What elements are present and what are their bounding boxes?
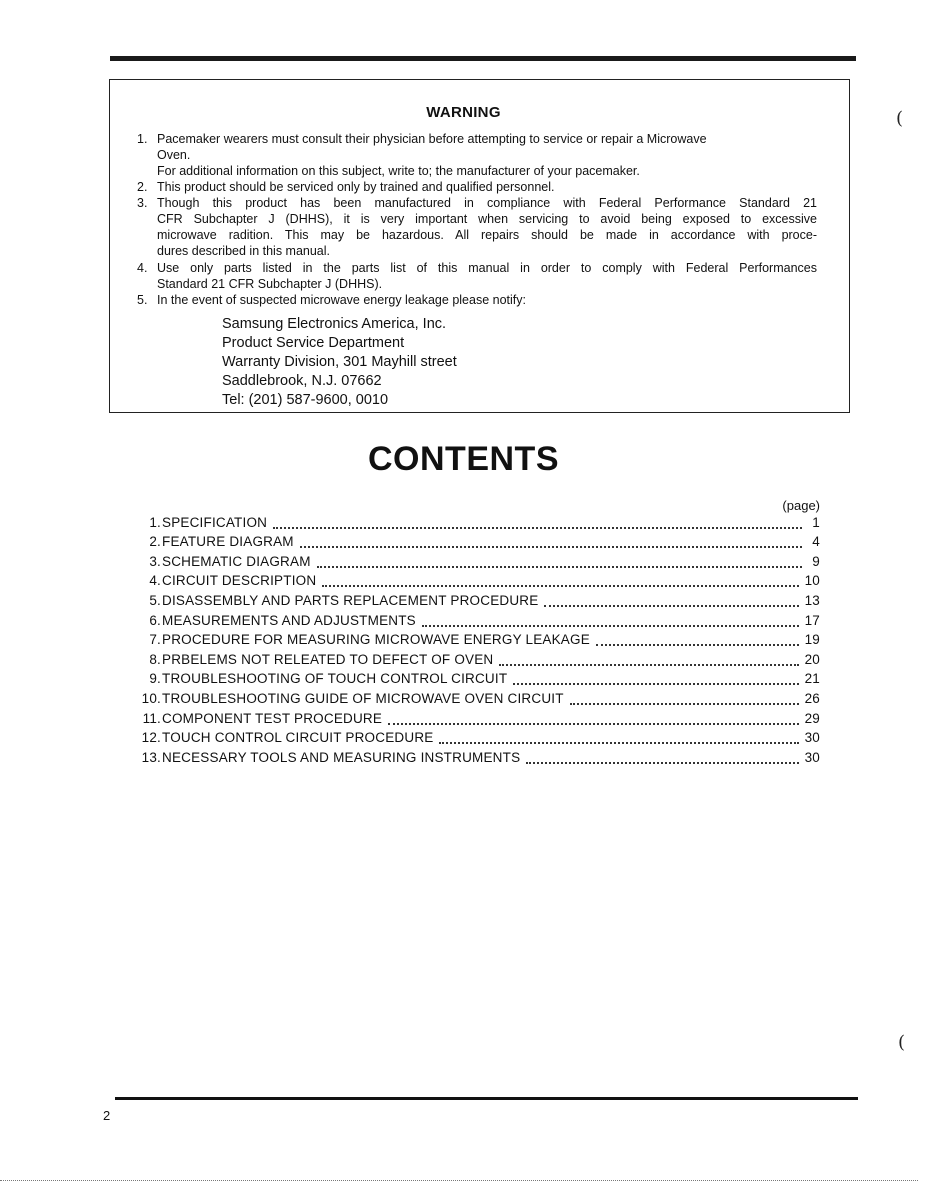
warning-item-line: Oven. [157, 148, 191, 162]
toc-label: SCHEMATIC DIAGRAM [162, 554, 311, 569]
page-number: 2 [103, 1108, 111, 1123]
warning-item-line: CFR Subchapter J (DHHS), it is very important when servicing to avoid being exposed to excessive [157, 212, 817, 226]
toc-label: CIRCUIT DESCRIPTION [162, 573, 317, 588]
toc-entry-schematic-diagram[interactable] [137, 553, 820, 571]
toc-entry-component-test[interactable] [137, 710, 820, 728]
toc-label: FEATURE DIAGRAM [162, 534, 294, 549]
toc-entry-measurements[interactable] [137, 612, 820, 630]
toc-page: 30 [804, 750, 820, 765]
bottom-rule [115, 1097, 858, 1100]
toc-number: 12. [141, 730, 161, 745]
toc-leader-dots [544, 604, 798, 607]
toc-number: 3. [149, 554, 161, 569]
footer-scan-line [0, 1180, 918, 1182]
toc-page: 20 [804, 652, 820, 667]
toc-leader-dots [439, 741, 798, 744]
toc-leader-dots [322, 584, 798, 587]
toc-entry-specification[interactable] [137, 514, 820, 532]
top-rule [110, 56, 856, 61]
toc-leader-dots [273, 526, 802, 529]
toc-page: 29 [804, 711, 820, 726]
address-department: Product Service Department [222, 335, 405, 351]
warning-item-line: This product should be serviced only by trained and qualified personnel. [157, 180, 555, 194]
contents-title: CONTENTS [368, 440, 559, 478]
toc-label: COMPONENT TEST PROCEDURE [162, 711, 383, 726]
toc-label: MEASUREMENTS AND ADJUSTMENTS [162, 613, 416, 628]
toc-entry-leakage-procedure[interactable] [137, 631, 820, 649]
warning-item-number: 5. [137, 293, 148, 307]
toc-number: 4. [149, 573, 161, 588]
toc-page: 30 [804, 730, 820, 745]
toc-leader-dots [422, 624, 799, 627]
margin-mark-bottom: ( [898, 1032, 906, 1053]
toc-entry-feature-diagram[interactable] [137, 533, 820, 551]
toc-number: 8. [149, 652, 161, 667]
toc-label: DISASSEMBLY AND PARTS REPLACEMENT PROCEDURE [162, 593, 539, 608]
toc-entry-circuit-description[interactable] [137, 572, 820, 590]
toc-page: 10 [804, 573, 820, 588]
toc-entry-necessary-tools[interactable] [137, 749, 820, 767]
warning-item-line: Though this product has been manufactured in compliance with Federal Performance Standard 21 [157, 196, 817, 210]
toc-number: 6. [149, 613, 161, 628]
warning-title: WARNING [426, 104, 501, 121]
page-column-header: (page) [782, 498, 820, 513]
address-street: Warranty Division, 301 Mayhill street [222, 354, 457, 370]
warning-item-number: 3. [137, 196, 148, 210]
toc-number: 11. [142, 711, 161, 726]
warning-item-number: 2. [137, 180, 148, 194]
address-phone: Tel: (201) 587-9600, 0010 [222, 392, 389, 408]
toc-leader-dots [526, 761, 798, 764]
toc-number: 2. [149, 534, 161, 549]
toc-number: 10. [141, 691, 161, 706]
toc-page: 26 [804, 691, 820, 706]
toc-label: PROCEDURE FOR MEASURING MICROWAVE ENERGY LEAKAGE [162, 632, 590, 647]
toc-entry-touch-control-procedure[interactable] [137, 729, 820, 747]
toc-leader-dots [570, 702, 799, 705]
toc-leader-dots [499, 663, 798, 666]
toc-label: TOUCH CONTROL CIRCUIT PROCEDURE [162, 730, 434, 745]
toc-leader-dots [513, 682, 798, 685]
warning-item-line: For additional information on this subject, write to; the manufacturer of your pacemaker. [157, 164, 640, 178]
toc-page: 19 [804, 632, 820, 647]
toc-entry-disassembly[interactable] [137, 592, 820, 610]
toc-number: 13. [141, 750, 161, 765]
warning-item-line: Pacemaker wearers must consult their physician before attempting to service or repair a Microwave [157, 132, 707, 146]
toc-page: 4 [812, 534, 820, 549]
toc-entry-oven-circuit-guide[interactable] [137, 690, 820, 708]
toc-number: 1. [149, 515, 161, 530]
margin-mark-top: ( [896, 108, 904, 129]
toc-page: 17 [804, 613, 820, 628]
toc-label: TROUBLESHOOTING OF TOUCH CONTROL CIRCUIT [162, 671, 508, 686]
toc-label: TROUBLESHOOTING GUIDE OF MICROWAVE OVEN CIRCUIT [162, 691, 564, 706]
toc-label: NECESSARY TOOLS AND MEASURING INSTRUMENTS [162, 750, 521, 765]
warning-item-line: microwave radition. This may be hazardous. All repairs should be made in accordance with proce- [157, 228, 817, 242]
toc-leader-dots [388, 722, 798, 725]
warning-item-line: In the event of suspected microwave energy leakage please notify: [157, 293, 526, 307]
address-company: Samsung Electronics America, Inc. [222, 316, 447, 332]
toc-entry-touch-control-troubleshooting[interactable] [137, 670, 820, 688]
toc-label: PRBELEMS NOT RELEATED TO DEFECT OF OVEN [162, 652, 494, 667]
warning-item-number: 1. [137, 132, 148, 146]
toc-leader-dots [317, 565, 802, 568]
toc-page: 13 [804, 593, 820, 608]
toc-number: 5. [149, 593, 161, 608]
toc-label: SPECIFICATION [162, 515, 268, 530]
toc-page: 21 [804, 671, 820, 686]
warning-item-line: Use only parts listed in the parts list of this manual in order to comply with Federal Performances [157, 261, 817, 275]
warning-item-line: dures described in this manual. [157, 244, 331, 258]
toc-number: 7. [149, 632, 161, 647]
toc-entry-problems[interactable] [137, 651, 820, 669]
toc-leader-dots [300, 545, 802, 548]
warning-item-number: 4. [137, 261, 148, 275]
address-city: Saddlebrook, N.J. 07662 [222, 373, 382, 389]
toc-page: 9 [812, 554, 820, 569]
warning-item-line: Standard 21 CFR Subchapter J (DHHS). [157, 277, 383, 291]
toc-page: 1 [812, 515, 820, 530]
toc-number: 9. [149, 671, 161, 686]
toc-leader-dots [596, 643, 799, 646]
